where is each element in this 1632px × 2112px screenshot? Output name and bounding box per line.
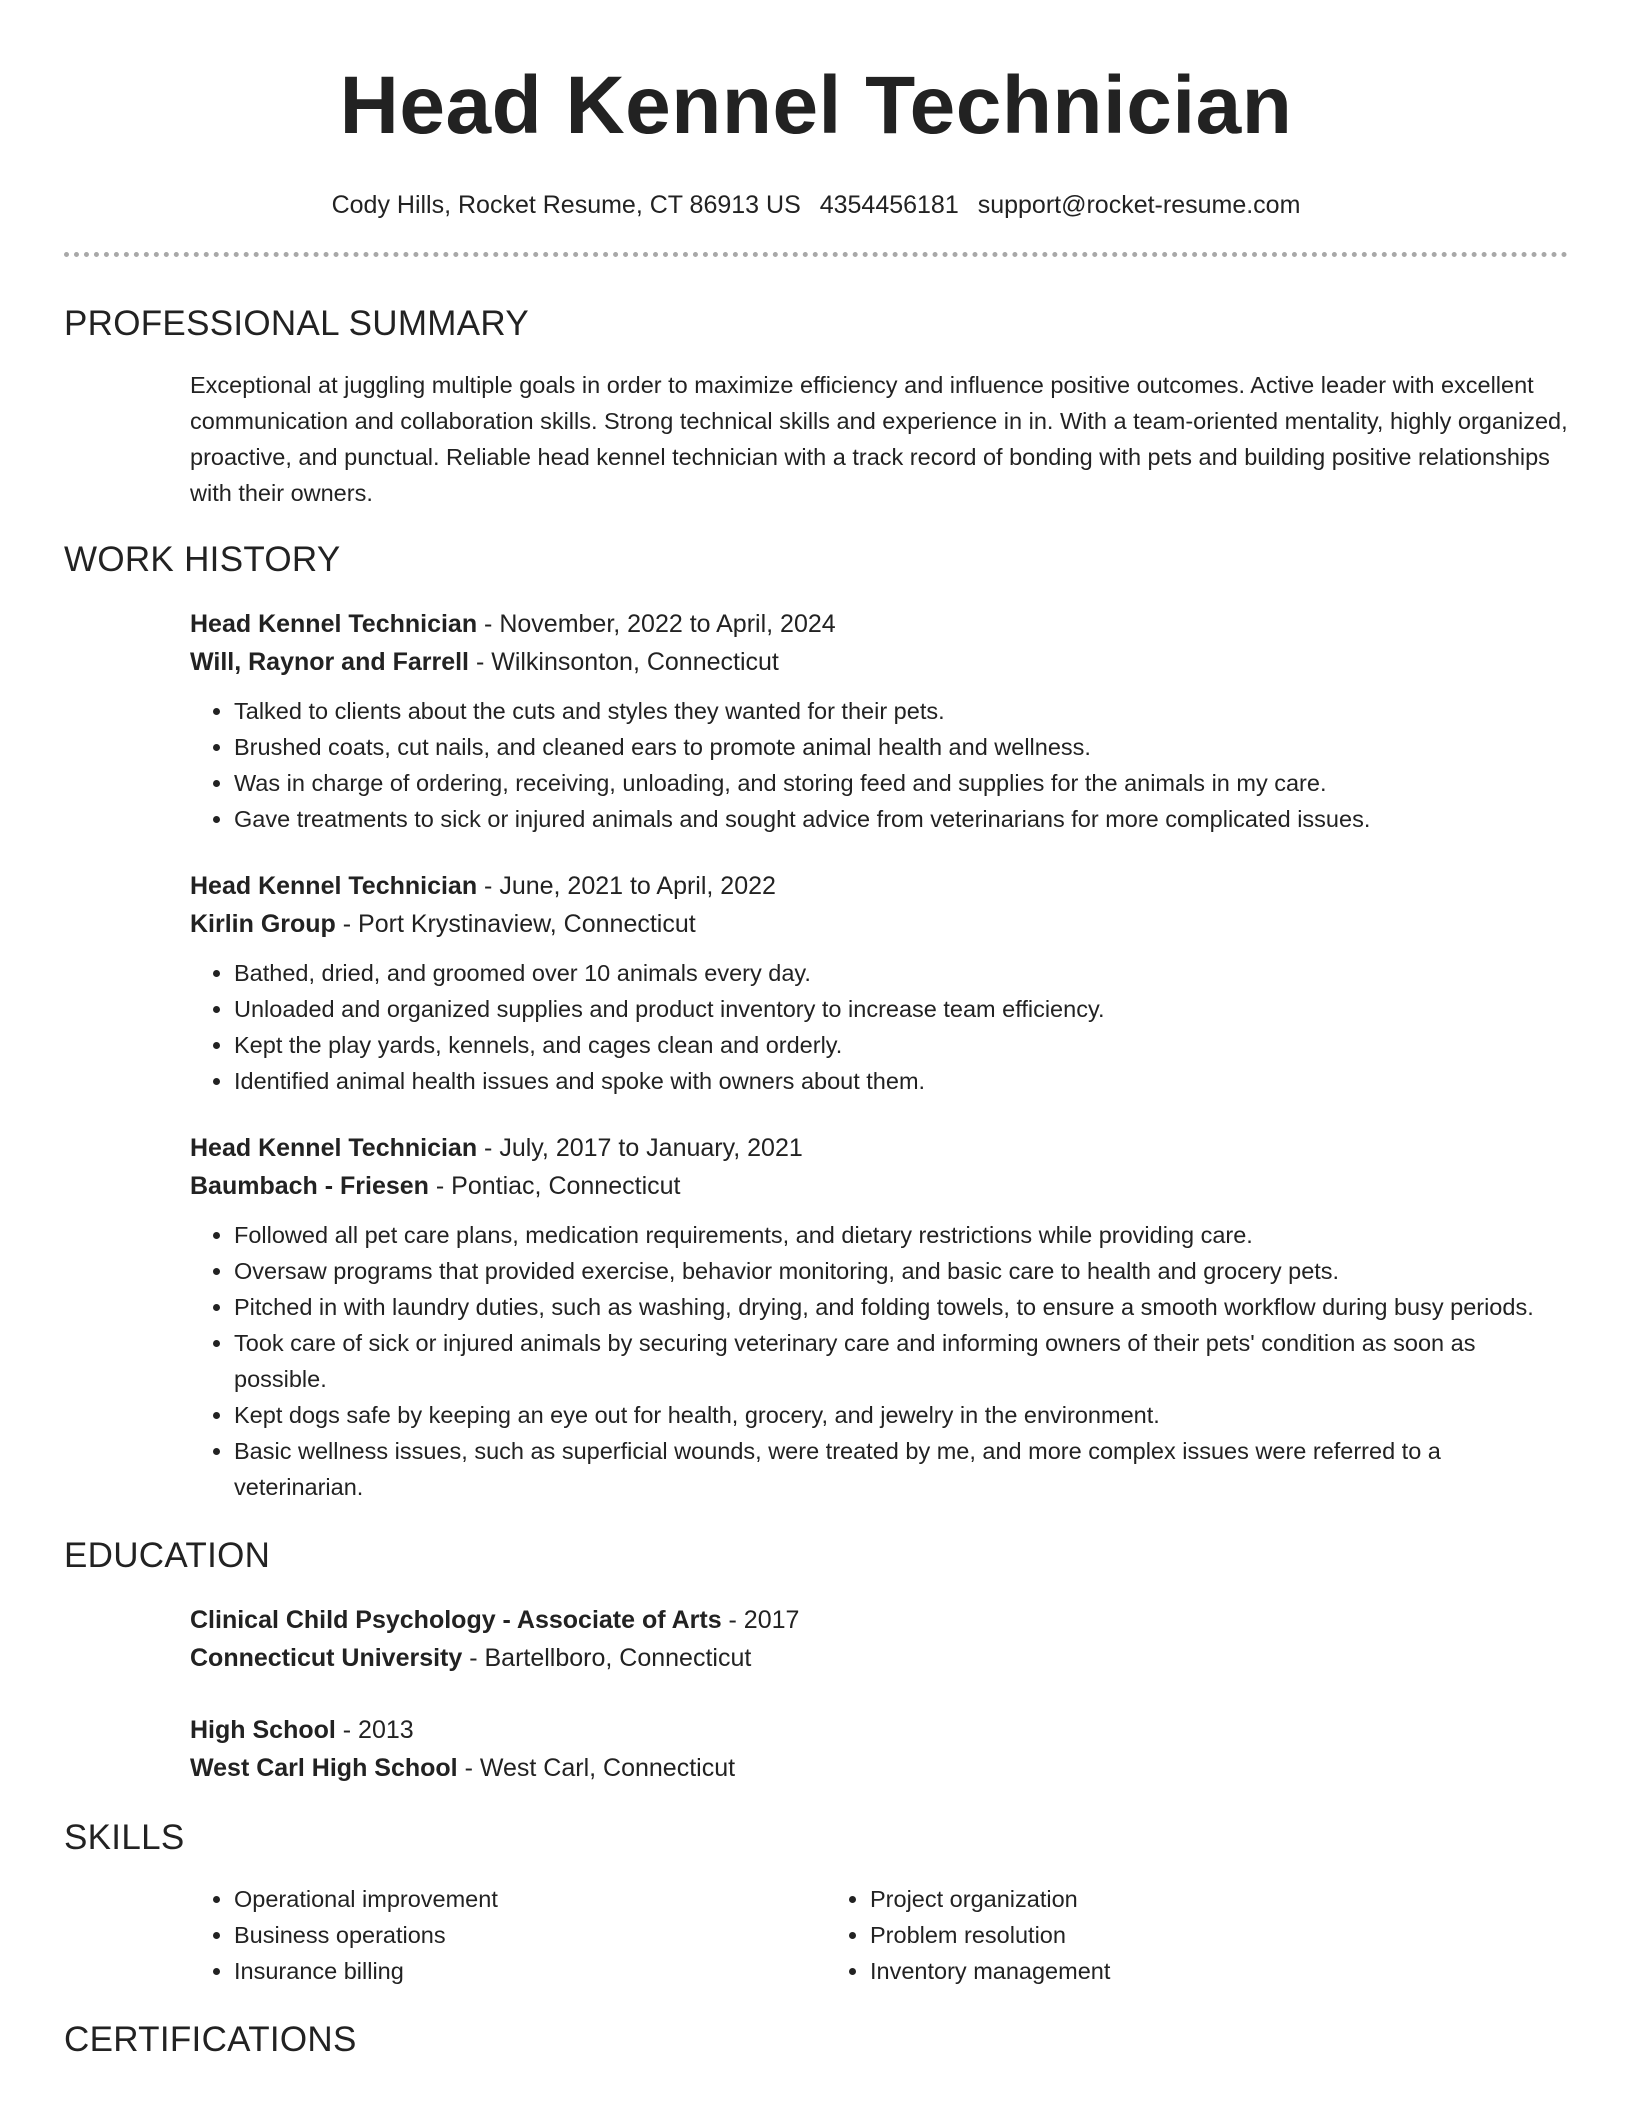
job-location: - Pontiac, Connecticut	[428, 1172, 681, 1200]
skill-item: • Insurance billing	[234, 1953, 826, 1989]
job-company-line	[190, 905, 1568, 943]
job-title-line	[190, 1129, 1568, 1167]
job-bullet: • Followed all pet care plans, medication requirements, and dietary restrictions while providing care.	[234, 1217, 1568, 1253]
job-company: Baumbach - Friesen	[190, 1172, 429, 1200]
school-location: - Bartellboro, Connecticut	[462, 1644, 752, 1672]
school-name: West Carl High School	[190, 1754, 458, 1782]
resume-title: Head Kennel Technician	[339, 60, 1293, 151]
job-bullet: • Unloaded and organized supplies and product inventory to increase team efficiency.	[234, 991, 1568, 1027]
skill-item: • Project organization	[870, 1881, 1462, 1917]
degree-line	[190, 1601, 1568, 1639]
job-company-line	[190, 1167, 1568, 1205]
certifications-section	[64, 2019, 1568, 2061]
education-section	[64, 1535, 1568, 1787]
skill-item: • Operational improvement	[234, 1881, 826, 1917]
education-entry	[190, 1711, 1568, 1787]
job-location: - Wilkinsonton, Connecticut	[469, 648, 779, 676]
job-bullet: • Bathed, dried, and groomed over 10 animals every day.	[234, 955, 1568, 991]
contact-line	[64, 190, 1568, 220]
job-role: Head Kennel Technician	[190, 610, 478, 638]
job-bullets	[190, 1217, 1568, 1505]
degree-line	[190, 1711, 1568, 1749]
contact-phone: 4354456181	[819, 191, 959, 219]
skills-column-left	[190, 1881, 826, 1989]
summary-section	[64, 303, 1568, 511]
job-dates: - June, 2021 to April, 2022	[477, 872, 776, 900]
job-dates: - July, 2017 to January, 2021	[477, 1134, 803, 1162]
degree-name: Clinical Child Psychology - Associate of Arts	[190, 1606, 722, 1634]
job-bullet: • Oversaw programs that provided exercise, behavior monitoring, and basic care to health and grocery pets.	[234, 1253, 1568, 1289]
school-name: Connecticut University	[190, 1644, 463, 1672]
job-title-line	[190, 867, 1568, 905]
job-role: Head Kennel Technician	[190, 872, 478, 900]
header-divider	[64, 252, 1568, 257]
job-company: Kirlin Group	[190, 910, 336, 938]
skills-heading: SKILLS	[64, 1818, 185, 1857]
skill-item: • Business operations	[234, 1917, 826, 1953]
job-entry	[190, 867, 1568, 1099]
job-bullet: • Brushed coats, cut nails, and cleaned ears to promote animal health and wellness.	[234, 729, 1568, 765]
job-company-line	[190, 643, 1568, 681]
summary-text: Exceptional at juggling multiple goals in order to maximize efficiency and influence positive outcomes. Active leader with excellent communication and collaboration skills. Strong technical skills and experience in in. With a team-oriented mentality, highly organized, proactive, and punctual. Reliable head kennel technician with a track record of bonding with pets and building positive relationships with their owners.	[190, 372, 1568, 506]
job-bullets	[190, 955, 1568, 1099]
degree-year: - 2013	[335, 1716, 414, 1744]
job-entry	[190, 1129, 1568, 1505]
job-bullet: • Talked to clients about the cuts and styles they wanted for their pets.	[234, 693, 1568, 729]
job-bullet: • Pitched in with laundry duties, such as washing, drying, and folding towels, to ensure a smooth workflow during busy periods.	[234, 1289, 1568, 1325]
job-company: Will, Raynor and Farrell	[190, 648, 470, 676]
school-location: - West Carl, Connecticut	[457, 1754, 736, 1782]
skills-column-right	[826, 1881, 1462, 1989]
job-bullet: • Took care of sick or injured animals by securing veterinary care and informing owners of their pets' condition as soon as possible.	[234, 1325, 1568, 1397]
contact-email: support@rocket-resume.com	[977, 191, 1301, 219]
skills-grid	[190, 1881, 1568, 1989]
education-heading: EDUCATION	[64, 1536, 271, 1575]
job-role: Head Kennel Technician	[190, 1134, 478, 1162]
school-line	[190, 1639, 1568, 1677]
skill-item: • Inventory management	[870, 1953, 1462, 1989]
work-history-section	[64, 539, 1568, 1505]
job-entry	[190, 605, 1568, 837]
summary-heading: PROFESSIONAL SUMMARY	[64, 304, 529, 343]
job-bullet: • Was in charge of ordering, receiving, unloading, and storing feed and supplies for the animals in my care.	[234, 765, 1568, 801]
job-bullet: • Identified animal health issues and spoke with owners about them.	[234, 1063, 1568, 1099]
job-title-line	[190, 605, 1568, 643]
job-dates: - November, 2022 to April, 2024	[477, 610, 836, 638]
job-bullet: • Gave treatments to sick or injured animals and sought advice from veterinarians for more complicated issues.	[234, 801, 1568, 837]
skills-section	[64, 1817, 1568, 1989]
job-bullets	[190, 693, 1568, 837]
degree-name: High School	[190, 1716, 336, 1744]
work-history-heading: WORK HISTORY	[64, 540, 341, 579]
contact-address: Cody Hills, Rocket Resume, CT 86913 US	[331, 191, 801, 219]
job-bullet: • Kept the play yards, kennels, and cages clean and orderly.	[234, 1027, 1568, 1063]
job-bullet: • Kept dogs safe by keeping an eye out for health, grocery, and jewelry in the environment.	[234, 1397, 1568, 1433]
job-location: - Port Krystinaview, Connecticut	[335, 910, 696, 938]
education-entry	[190, 1601, 1568, 1677]
degree-year: - 2017	[721, 1606, 800, 1634]
job-bullet: • Basic wellness issues, such as superficial wounds, were treated by me, and more complex issues were referred to a veterinarian.	[234, 1433, 1568, 1505]
resume-page	[64, 0, 1568, 2061]
certifications-heading: CERTIFICATIONS	[64, 2020, 357, 2059]
skill-item: • Problem resolution	[870, 1917, 1462, 1953]
school-line	[190, 1749, 1568, 1787]
